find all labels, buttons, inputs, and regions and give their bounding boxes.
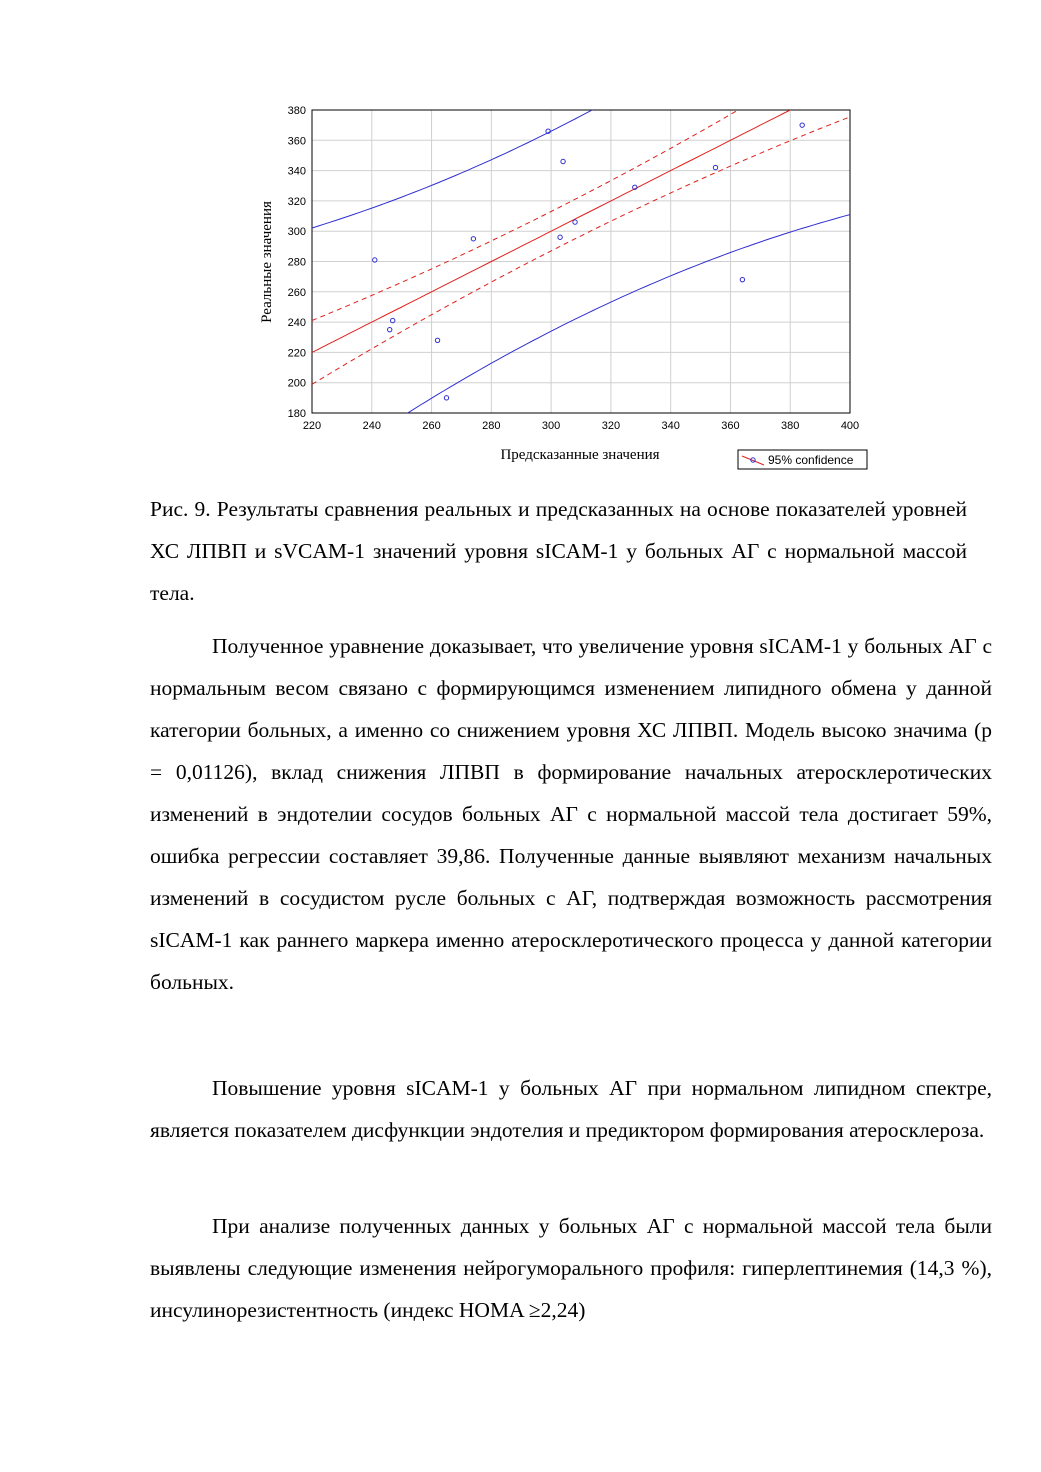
y-tick-label: 240 [287, 317, 306, 330]
y-axis-label: Реальные значения [259, 201, 275, 323]
x-tick-label: 380 [781, 420, 800, 432]
x-tick-label: 240 [362, 420, 381, 432]
prediction-band-lower [312, 215, 850, 477]
data-point [561, 159, 565, 163]
x-tick-label: 260 [422, 420, 441, 432]
y-tick-label: 280 [287, 256, 306, 269]
scatter-chart [240, 95, 880, 480]
figure-caption: Рис. 9. Результаты сравнения реальных и предсказанных на основе показателей уровней ХС ЛПВП и sVCAM-1 значений уровня sICAM-1 у больных АГ с нормальной массой тела. [150, 497, 967, 605]
x-tick-label: 300 [541, 420, 561, 432]
y-tick-label: 380 [287, 105, 306, 117]
x-tick-labels [303, 420, 859, 432]
regression-line [312, 95, 850, 352]
body-paragraph-3: При анализе полученных данных у больных АГ с нормальной массой тела были выявлены следующие изменения нейрогуморального профиля: гиперлептинемия (14,3 %), инсулинорезистентность (индекс HOMA ≥2,24) [150, 1214, 992, 1322]
y-tick-labels [288, 105, 306, 420]
x-tick-label: 400 [840, 420, 860, 432]
legend [738, 450, 867, 469]
y-tick-label: 320 [287, 195, 306, 208]
y-tick-label: 180 [287, 408, 306, 420]
data-point [444, 396, 448, 400]
chart-grid [312, 110, 850, 413]
data-point [573, 220, 577, 224]
x-tick-label: 280 [482, 420, 501, 432]
y-tick-label: 340 [287, 165, 306, 178]
data-point [740, 277, 744, 281]
regression-curves [312, 95, 850, 477]
prediction-band-upper [312, 95, 850, 228]
x-tick-label: 220 [302, 420, 322, 432]
data-point [558, 235, 562, 239]
body-paragraph-2: Повышение уровня sICAM-1 у больных АГ при нормальном липидном спектре, является показателем дисфункции эндотелия и предиктором формирования атеросклероза. [150, 1076, 992, 1142]
x-tick-label: 360 [721, 420, 740, 432]
y-tick-label: 360 [287, 135, 306, 148]
legend-label: 95% confidence [768, 453, 854, 467]
data-point [435, 338, 439, 342]
y-tick-label: 200 [287, 377, 306, 390]
y-tick-label: 260 [287, 286, 306, 299]
y-tick-label: 300 [287, 226, 306, 239]
x-tick-label: 320 [601, 420, 621, 432]
data-point [800, 123, 804, 127]
data-point [713, 165, 717, 169]
body-paragraph-1: Полученное уравнение доказывает, что увеличение уровня sICAM-1 у больных АГ с нормальным весом связано с формирующимся изменением липидного обмена у данной категории больных, а именно со снижением уровня ХС ЛПВП. Модель высоко значима (p = 0,01126), вклад снижения ЛПВП в формирование начальных атеросклеротических изменений в эндотелии сосудов больных АГ с нормальной массой тела достигает 59%, ошибка регрессии составляет 39,86. Полученные данные выявляют механизм начальных изменений в сосудистом русле больных с АГ, подтверждая возможность рассмотрения sICAM-1 как раннего маркера именно атеросклеротического процесса у данной категории больных. [150, 634, 992, 994]
data-point [388, 327, 392, 331]
y-tick-label: 220 [287, 347, 306, 360]
x-tick-label: 340 [661, 420, 680, 432]
x-axis-label: Предсказанные значения [500, 447, 660, 463]
confidence-band-upper [312, 95, 850, 321]
data-point [471, 237, 475, 241]
confidence-band-lower [312, 117, 850, 384]
